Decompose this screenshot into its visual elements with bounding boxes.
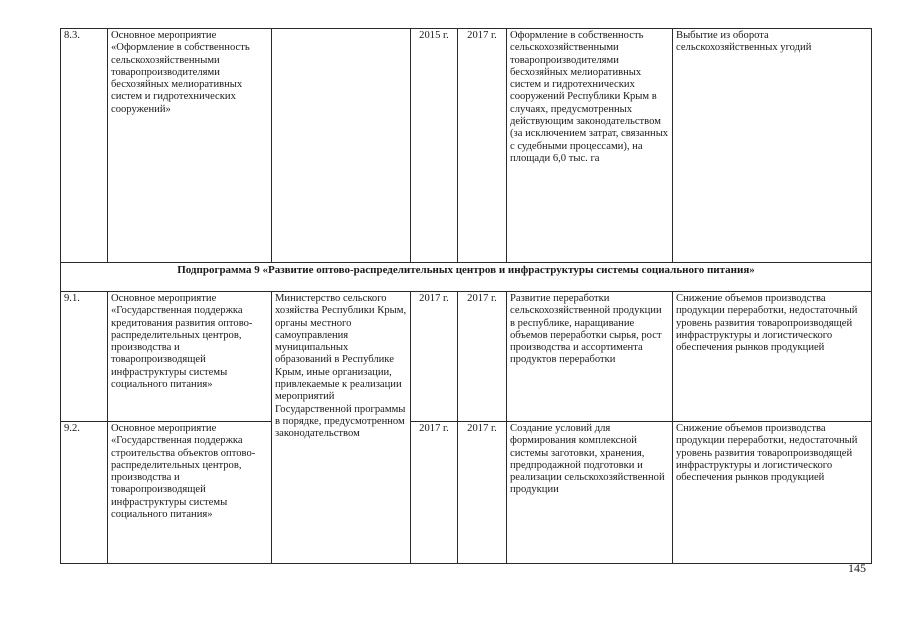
event-name: Основное мероприятие «Государственная поддержка строительства объектов оптово-распределительных центров, производства и товаропроизводящей инфраструктуры системы социального питания» xyxy=(108,422,272,564)
section-row xyxy=(61,263,872,292)
end-year: 2017 г. xyxy=(458,29,507,263)
table-row xyxy=(61,292,872,422)
expected-result: Развитие переработки сельскохозяйственной продукции в республике, наращивание объемов переработки сырья, рост производства и ассортимента продуктов переработки xyxy=(507,292,673,422)
subprogram-title: Подпрограмма 9 «Развитие оптово-распределительных центров и инфраструктуры системы социального питания» xyxy=(61,263,872,292)
executor xyxy=(272,29,411,263)
end-year: 2017 г. xyxy=(458,292,507,422)
table-row xyxy=(61,29,872,263)
row-number: 8.3. xyxy=(61,29,108,263)
page-number: 145 xyxy=(848,561,866,575)
consequences: Снижение объемов производства продукции переработки, недостаточный уровень развития товаропроизводящей инфраструктуры и логистического обеспечения рынков продукцией xyxy=(673,292,872,422)
row-number: 9.1. xyxy=(61,292,108,422)
start-year: 2017 г. xyxy=(411,422,458,564)
consequences: Выбытие из оборота сельскохозяйственных угодий xyxy=(673,29,872,263)
table-row xyxy=(61,422,872,564)
program-table xyxy=(60,28,872,564)
row-number: 9.2. xyxy=(61,422,108,564)
start-year: 2017 г. xyxy=(411,292,458,422)
expected-result: Создание условий для формирования комплексной системы заготовки, хранения, предпродажной подготовки и реализации сельскохозяйственной продукции xyxy=(507,422,673,564)
expected-result: Оформление в собственность сельскохозяйственными товаропроизводителями бесхозяйных мелиоративных систем и гидротехнических сооружений Республики Крым в случаях, предусмотренных действующим законодательством (за исключением затрат, связанных с судебными процессами), на площади 6,0 тыс. га xyxy=(507,29,673,263)
consequences: Снижение объемов производства продукции переработки, недостаточный уровень развития товаропроизводящей инфраструктуры и логистического обеспечения рынков продукцией xyxy=(673,422,872,564)
end-year: 2017 г. xyxy=(458,422,507,564)
event-name: Основное мероприятие «Оформление в собственность сельскохозяйственными товаропроизводителями бесхозяйных мелиоративных систем и гидротехнических сооружений» xyxy=(108,29,272,263)
event-name: Основное мероприятие «Государственная поддержка кредитования развития оптово-распределительных центров, производства и товаропроизводящей инфраструктуры системы социального питания» xyxy=(108,292,272,422)
executor: Министерство сельского хозяйства Республики Крым, органы местного самоуправления муниципальных образований в Республике Крым, иные организации, привлекаемые к реализации мероприятий Государственной программы в порядке, предусмотренном законодательством xyxy=(272,292,411,564)
start-year: 2015 г. xyxy=(411,29,458,263)
